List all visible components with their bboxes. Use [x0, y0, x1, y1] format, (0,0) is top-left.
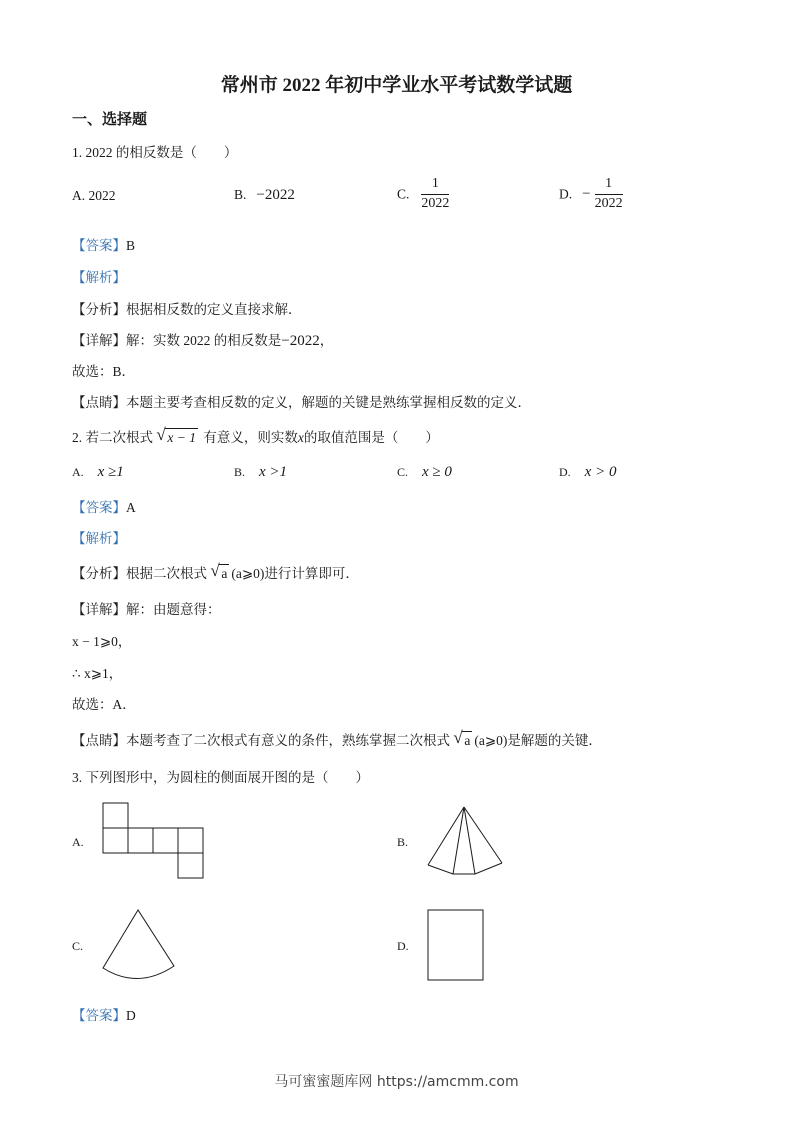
answer-tag: 【答案】 — [72, 238, 126, 253]
q3-option-d-label: D. — [397, 939, 409, 953]
q2-option-d-label: D. — [559, 465, 571, 479]
fenxi-tag: 【分析】 — [72, 566, 126, 581]
q1-option-a: A. 2022 — [72, 188, 116, 203]
q2-option-b-label: B. — [234, 465, 246, 479]
fenxi-condition: (a⩾0) — [231, 566, 265, 581]
fenxi-text: 根据相反数的定义直接求解． — [126, 302, 302, 317]
fenxi-tag: 【分析】 — [72, 302, 126, 317]
q2-option-c-label: C. — [397, 465, 409, 479]
q2-step-1: x − 1⩾0， — [72, 634, 132, 649]
answer-value: D — [126, 1008, 136, 1023]
q2-option-b — [234, 463, 287, 481]
q3-option-b-pyramid — [426, 805, 504, 877]
q3-answer — [72, 1004, 136, 1024]
section-heading: 一、选择题 — [72, 112, 148, 128]
q1-choose: 故选：B． — [72, 364, 136, 379]
q2-dianjing — [72, 729, 602, 749]
q1-option-c-label: C. — [397, 186, 410, 202]
q2-stem-part1: 2. 若二次根式 — [72, 430, 153, 445]
q2-step-2: ∴ x⩾1， — [72, 666, 123, 681]
fraction-denominator: 2022 — [594, 195, 623, 211]
q1-option-d-fraction — [595, 176, 623, 213]
q2-option-a-value: x ≥1 — [97, 464, 124, 480]
fraction-numerator: 1 — [421, 176, 449, 195]
dianjing-condition: (a⩾0) — [474, 733, 508, 748]
answer-tag: 【答案】 — [72, 500, 126, 515]
q2-xiangjie — [72, 598, 221, 618]
xiangjie-math: −2022 — [281, 333, 320, 349]
q2-option-c-value: x ≥ 0 — [422, 464, 452, 480]
answer-value: B — [126, 238, 136, 253]
q1-option-b-value: −2022 — [256, 187, 295, 203]
q1-option-b-label: B. — [234, 187, 247, 202]
q2-option-b-value: x >1 — [259, 464, 288, 480]
fenxi-radical: √ a — [210, 561, 228, 581]
q3-stem: 3. 下列图形中，为圆柱的侧面展开图的是（ ） — [72, 770, 369, 785]
xiangjie-tag: 【详解】 — [72, 602, 126, 617]
q2-radicand: x − 1 — [167, 430, 196, 445]
answer-value: A — [126, 500, 136, 515]
q1-dianjing — [72, 391, 531, 411]
q2-stem-part3: 的取值范围是（ ） — [303, 430, 439, 445]
fraction-denominator: 2022 — [421, 195, 450, 211]
footer-watermark: 马可蜜蜜题库网 https://amcmm.com — [274, 1074, 519, 1090]
q3-option-a-cube-net — [102, 802, 206, 880]
dianjing-text: 本题主要考查相反数的定义，解题的关键是熟练掌握相反数的定义． — [126, 395, 531, 410]
q2-radical: √ x − 1 — [156, 425, 196, 445]
q1-stem: 1. 2022 的相反数是（ ） — [72, 145, 238, 160]
dianjing-text: 本题考查了二次根式有意义的条件，熟练掌握二次根式 — [126, 733, 450, 748]
q2-option-d — [559, 463, 616, 481]
q3-option-c-sector — [100, 908, 178, 980]
q3-option-c-label: C. — [72, 939, 84, 953]
q2-analysis-tag: 【解析】 — [72, 531, 126, 546]
q2-stem — [72, 426, 439, 446]
q2-option-a — [72, 463, 124, 481]
q1-option-b — [234, 186, 295, 204]
q2-option-a-label: A. — [72, 465, 84, 479]
dianjing-tag: 【点睛】 — [72, 733, 126, 748]
fenxi-text-2: 进行计算即可． — [264, 566, 359, 581]
fenxi-radicand: a — [221, 566, 228, 581]
q2-fenxi — [72, 562, 359, 582]
dianjing-radicand: a — [464, 733, 471, 748]
q3-option-b-label: B. — [397, 835, 409, 849]
dianjing-radical: √ a — [453, 728, 471, 748]
q1-option-d — [559, 176, 623, 213]
fraction-numerator: 1 — [595, 176, 623, 195]
q1-analysis-tag: 【解析】 — [72, 270, 126, 285]
q1-option-d-label: D. — [559, 186, 573, 202]
q1-option-d-sign: − — [582, 185, 591, 202]
q3-option-d-rectangle — [427, 909, 485, 982]
q2-stem-var: x — [297, 430, 304, 445]
q1-option-c — [397, 176, 449, 213]
xiangjie-tag: 【详解】 — [72, 333, 126, 348]
answer-tag: 【答案】 — [72, 1008, 126, 1023]
q2-stem-part2: 有意义，则实数 — [203, 430, 298, 445]
q2-choose: 故选：A． — [72, 697, 136, 712]
q2-option-d-value: x > 0 — [584, 464, 617, 480]
q1-option-c-fraction — [421, 176, 449, 213]
q1-answer — [72, 234, 135, 254]
dianjing-tag: 【点睛】 — [72, 395, 126, 410]
xiangjie-text: 解：由题意得： — [126, 602, 221, 617]
page-title: 常州市 2022 年初中学业水平考试数学试题 — [220, 75, 573, 96]
q2-option-c — [397, 463, 452, 481]
xiangjie-text: 解：实数 2022 的相反数是 — [126, 333, 282, 348]
q2-answer — [72, 496, 136, 516]
fenxi-text: 根据二次根式 — [126, 566, 207, 581]
q1-fenxi — [72, 298, 302, 318]
q1-xiangjie — [72, 329, 333, 350]
q3-option-a-label: A. — [72, 835, 84, 849]
xiangjie-punct: ， — [319, 333, 334, 348]
dianjing-text-2: 是解题的关键． — [507, 733, 602, 748]
